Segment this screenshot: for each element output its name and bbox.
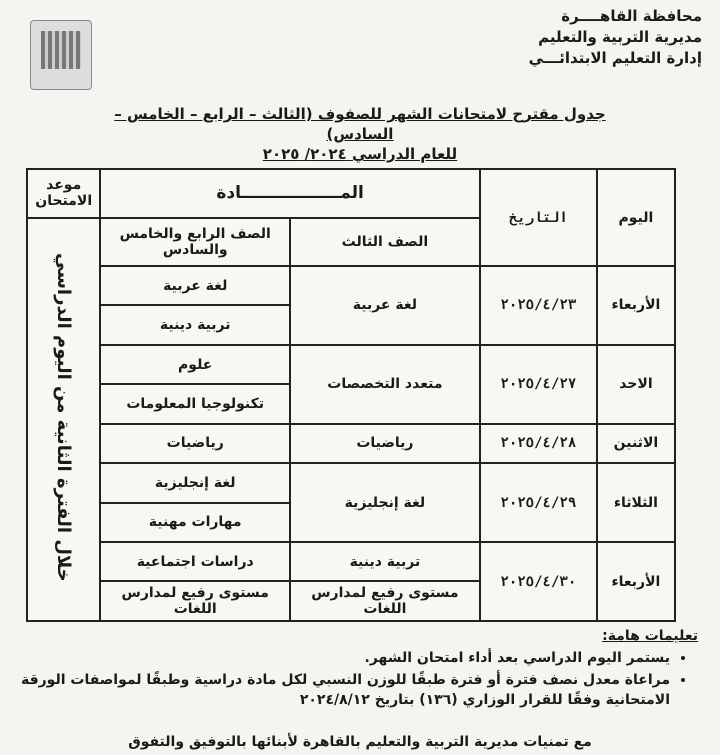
table-row (27, 345, 675, 384)
row-date: ٢٠٢٥/٤/٢٣ (480, 266, 597, 345)
document-title (90, 104, 630, 164)
row-upper-subject: مهارات مهنية (100, 503, 290, 542)
row-date: ٢٠٢٥/٤/٢٧ (480, 345, 597, 424)
exam-period-cell (27, 218, 100, 621)
row-grade-three-subject: رياضيات (290, 424, 480, 463)
header-subject: المـــــــــــــــــادة (100, 169, 479, 218)
directorate-line: مديرية التربية والتعليم (538, 28, 702, 46)
exam-schedule-table (26, 168, 676, 622)
row-upper-subject: تربية دينية (100, 305, 290, 344)
row-day: الاحد (597, 345, 675, 424)
row-upper-subject: تكنولوجيا المعلومات (100, 384, 290, 423)
row-grade-three-subject: لغة عربية (290, 266, 480, 345)
table-row (27, 266, 675, 305)
row-upper-subject: مستوى رفيع لمدارس اللغات (100, 581, 290, 621)
row-upper-subject: رياضيات (100, 424, 290, 463)
row-date: ٢٠٢٥/٤/٣٠ (480, 542, 597, 621)
ministry-logo (30, 20, 92, 90)
table-row (27, 463, 675, 502)
header-day: اليوم (597, 169, 675, 266)
table-row (27, 424, 675, 463)
administration-line: إدارة التعليم الابتدائـــي (528, 49, 702, 67)
title-line-1: جدول مقترح لامتحانات الشهر للصفوف (الثالث – الرابع – الخامس – السادس) (114, 105, 606, 143)
row-grade-three-subject: مستوى رفيع لمدارس اللغات (290, 581, 480, 621)
row-grade-three-subject: متعدد التخصصات (290, 345, 480, 424)
row-date: ٢٠٢٥/٤/٢٨ (480, 424, 597, 463)
table-row (27, 542, 675, 581)
instruction-item: • مراعاة معدل نصف فترة أو فترة طبقًا للوزن النسبي لكل مادة دراسية وطبقًا لمواصفات الورقة الامتحانية وفقًا للقرار الوزاري (١٣٦) بتاريخ ٢٠٢٤/٨/١٢ (18, 670, 670, 710)
row-upper-subject: لغة عربية (100, 266, 290, 305)
instructions-list (18, 648, 684, 710)
row-upper-subject: علوم (100, 345, 290, 384)
row-day: الاثنين (597, 424, 675, 463)
instruction-item: • يستمر اليوم الدراسي بعد أداء امتحان الشهر. (18, 648, 670, 668)
title-line-2: للعام الدراسي ٢٠٢٤/ ٢٠٢٥ (262, 145, 458, 163)
header-grade-three: الصف الثالث (290, 218, 480, 267)
instructions-block (18, 626, 698, 712)
row-grade-three-subject: تربية دينية (290, 542, 480, 581)
row-day: الأربعاء (597, 542, 675, 621)
table-header-row (27, 169, 675, 218)
header-grades-four-to-six: الصف الرابع والخامس والسادس (100, 218, 290, 267)
row-grade-three-subject: لغة إنجليزية (290, 463, 480, 542)
governorate-line: محافظة القاهــــرة (561, 7, 702, 25)
instructions-heading: تعليمات هامة: (602, 628, 698, 644)
row-day: الثلاثاء (597, 463, 675, 542)
row-day: الأربعاء (597, 266, 675, 345)
header-exam-time: موعد الامتحان (27, 169, 100, 218)
row-date: ٢٠٢٥/٤/٢٩ (480, 463, 597, 542)
closing-wishes: مع تمنيات مديرية التربية والتعليم بالقاهرة لأبنائها بالتوفيق والتفوق (128, 734, 592, 750)
issuer-header (529, 6, 702, 69)
exam-period-text: خلال الفترة الثانية من اليوم الدراسي (53, 252, 75, 582)
logo-building-graphic (41, 31, 81, 69)
header-date: التاريخ (480, 169, 597, 266)
row-upper-subject: لغة إنجليزية (100, 463, 290, 502)
row-upper-subject: دراسات اجتماعية (100, 542, 290, 581)
